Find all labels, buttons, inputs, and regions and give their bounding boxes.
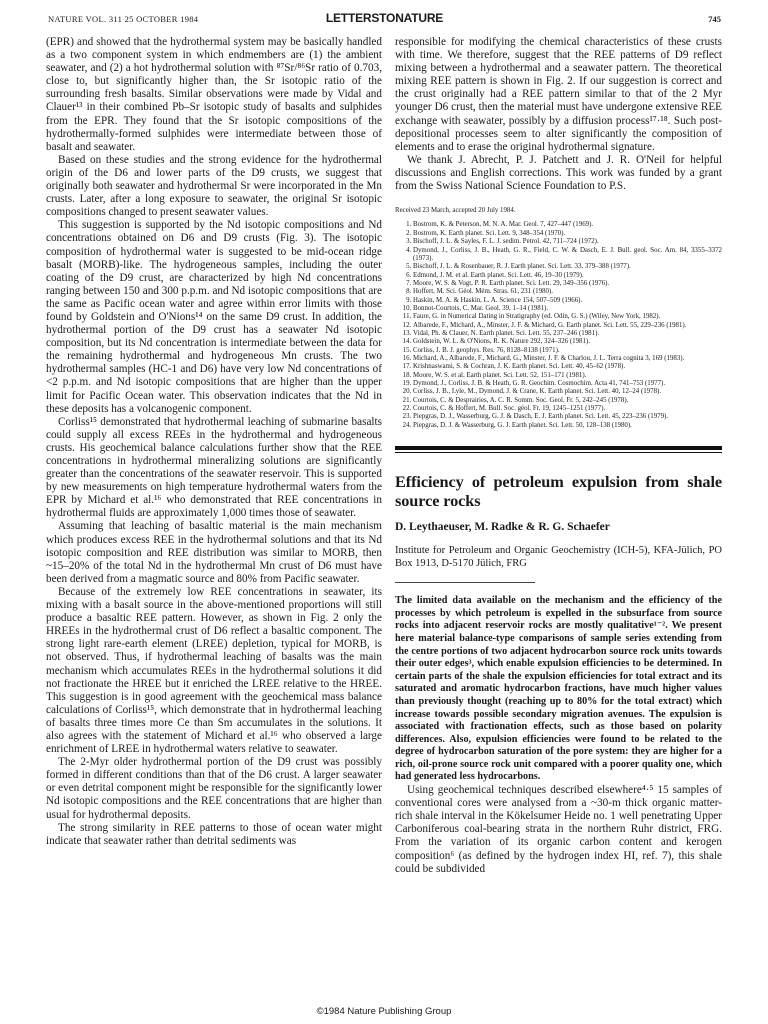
article-divider-thin	[395, 452, 722, 453]
reference-item: 8. Hoffert, M. Sci. Géol. Mém. Stras. 61, 231 (1980).	[413, 288, 722, 296]
article-abstract: The limited data available on the mechanism and the efficiency of the processes by which petroleum is expelled in the subsurface from source rocks into adjacent reservoir rocks are mostly qualitative¹⁻². We present here material balance-type comparisons of sample series extending from the centre portions of two adjacent hydrocarbon source rock units towards their outer edges³, which enable expulsion efficiencies to be determined. In certain parts of the shale the expulsion efficiencies for total extract and its saturated and aromatic hydrocarbon fractions, have much higher values than previously thought (reaching up to 80% for the total extract) which increase towards possible secondary migration avenues. The expulsion is associated with fractionation effects, such as those based on polarity differences. Also, expulsion efficiencies were found to be related to the degree of hydrocarbon saturation of the pore system: they are higher for a rich, oil-prone source rock unit compared with a poorer quality one, which had generated less hydrocarbons.	[395, 595, 722, 783]
reference-item: 1. Bostrom, K. & Peterson, M. N. A. Mar. Geol. 7, 427–447 (1969).	[413, 221, 722, 229]
article-divider-thick	[395, 446, 722, 450]
section-title	[48, 11, 721, 25]
reference-item: 6. Edmond, J. M. et al. Earth planet. Sci. Lett. 46, 19–30 (1979).	[413, 272, 722, 280]
running-header	[48, 11, 721, 28]
journal-issue: NATURE VOL. 311 25 OCTOBER 1984	[48, 14, 199, 24]
reference-item: 9. Haskin, M. A. & Haskin, L. A. Science 154, 507–509 (1966).	[413, 297, 722, 305]
reference-item: 23. Piepgras, D. J., Wasserburg, G. J. & Dasch, E. J. Earth planet. Sci. Lett. 45, 223–236 (1979).	[413, 413, 722, 421]
reference-item: 19. Dymond, J., Corliss, J. B. & Heath, G. R. Geochim. Cosmochim. Acta 41, 741–753 (1977).	[413, 380, 722, 388]
abstract-separator	[395, 582, 535, 583]
paragraph: Assuming that leaching of basaltic material is the main mechanism which produces excess REE in the hydrothermal solutions and that its Nd isotopic composition and REE distribution was similar to MORB, then ~15–20% of the total Nd in the hydrothermal Mn crust of D6 must have been derived from a magmatic source and 80% from Pacific seawater.	[46, 520, 382, 585]
reference-item: 22. Courtois, C. & Hoffert, M. Bull. Soc. géol. Fr. 19, 1245–1251 (1977).	[413, 405, 722, 413]
received-date: Received 23 March, accepted 20 July 1984.	[395, 207, 516, 215]
reference-item: 21. Courtois, C. & Desprairies, A. C. R. Somm. Soc. Geol. Fr. 5, 242–245 (1978).	[413, 397, 722, 405]
paragraph: The 2-Myr older hydrothermal portion of the D9 crust was possibly formed in different conditions than that of the D6 crust. A larger seawater or even detrital component might be responsible for the significantly lower Nd isotopic compositions and the REE concentrations that are higher than usual for hydrothermal deposits.	[46, 756, 382, 821]
reference-item: 12. Albarede, F., Michard, A., Minster, J. F. & Michard, G. Earth planet. Sci. Lett. 55, 229–236 (1981).	[413, 322, 722, 330]
article-body: Using geochemical techniques described elsewhere⁴·⁵ 15 samples of conventional cores were analysed from a ~30-m thick organic matter-rich shale interval in the Kökelsumer Heide no. 1 well penetrating Upper Carboniferous coal-bearing strata in the northern Ruhr district, FRG. From the variation of its organic carbon content and kerogen composition⁶ (as defined by the hydrogen index HI, ref. 7), this shale could be subdivided	[395, 784, 722, 875]
paragraph: Based on these studies and the strong evidence for the hydrothermal origin of the D6 and lower parts of the D9 crusts, we suggest that originally both seawater and hydrothermal Sr were incorporated in the Mn crusts. Later, after a long exposure to seawater, the original Sr isotopic compositions changed to present seawater values.	[46, 153, 382, 219]
reference-item: 5. Bischoff, J. L. & Rosenbauer, R. J. Earth planet. Sci. Lett. 33, 379–388 (1977).	[413, 263, 722, 271]
reference-item: 14. Goldstein, W. L. & O'Nions, R. K. Nature 292, 324–326 (1981).	[413, 338, 722, 346]
copyright-footer: ©1984 Nature Publishing Group	[316, 1006, 452, 1017]
paragraph: responsible for modifying the chemical characteristics of these crusts with time. We therefore, suggest that the REE patterns of D9 reflect mixing between a hydrothermal and a seawater pattern. The theoretical mixing REE pattern is shown in Fig. 2. If our suggestion is correct and the crust originally had a REE pattern similar to that of the 2 Myr younger D6 crust, then the material must have undergone extensive REE exchange with seawater, possibly by a diffusion process¹⁷·¹⁸. Such post-depositional processes seem to alter significantly the composition of elements and to erase the original hydrothermal signature.	[395, 36, 722, 153]
reference-item: 11. Faure, G. in Numerical Dating in Stratigraphy (ed. Odin, G. S.) (Wiley, New York, 1982).	[413, 313, 722, 321]
reference-item: 24. Piepgras, D. J. & Wasserburg, G. J. Earth planet. Sci. Lett. 50, 128–138 (1980).	[413, 422, 722, 430]
left-column	[46, 36, 382, 848]
reference-item: 18. Moore, W. S. et al. Earth planet. Sci. Lett. 52, 151–171 (1981).	[413, 372, 722, 380]
reference-item: 16. Michard, A., Albarede, F., Michard, G., Minster, J. F. & Charlou, J. L. Terra cognita 3, 169 (1983).	[413, 355, 722, 363]
reference-item: 13. Vidal, Ph. & Clauer, N. Earth planet. Sci. Lett. 55, 237–246 (1981).	[413, 330, 722, 338]
paragraph: Corliss¹⁵ demonstrated that hydrothermal leaching of submarine basalts could supply all excess REEs in the hydrothermal and hydrogeneous crusts. His geochemical balance calculations further show that the REE concentrations in hydrothermal mineralizing solutions are significantly greater than the concentrations of the seawater reservoir. This is supported by new measurements on high temperature hydrothermal waters from the EPR by Michard et al.¹⁶ who demonstrated that REE concentrations in hydrothermal fluids are approximately 1,000 times those of seawater.	[46, 415, 382, 520]
reference-item: 15. Corliss, J. B. J. geophys. Res. 76, 8128–8138 (1971).	[413, 347, 722, 355]
page-number: 745	[708, 14, 721, 24]
article-authors: D. Leythaeuser, M. Radke & R. G. Schaefer	[395, 521, 610, 534]
paragraph: The strong similarity in REE patterns to those of ocean water might indicate that seawater rather than detrital sediments was	[46, 821, 382, 847]
right-column	[395, 36, 722, 876]
article-title: Efficiency of petroleum expulsion from shale source rocks	[395, 472, 722, 511]
reference-item: 3. Bischoff, J. L. & Sayles, F. L. J. sedim. Petrol. 42, 711–724 (1972).	[413, 238, 722, 246]
reference-list	[395, 207, 722, 430]
reference-item: 4. Dymond, J., Corliss, J. B., Heath, G. R., Field, C. W. & Dasch, E. J. Bull. geol. Soc. Am. 84, 3355–3372 (1973).	[413, 247, 722, 264]
reference-item: 10. Bonnot-Courtois, C. Mar. Geol. 39, 1–14 (1981).	[413, 305, 722, 313]
reference-item: 7. Moore, W. S. & Vogt, P. R. Earth planet. Sci. Lett. 29, 349–356 (1976).	[413, 280, 722, 288]
reference-item: 17. Krishnaswami, S. & Cochran, J. K. Earth planet. Sci. Lett. 40, 45–62 (1978).	[413, 363, 722, 371]
acknowledgements: We thank J. Abrecht, P. J. Patchett and J. R. O'Neil for helpful discussions and English corrections. This work was funded by a grant from the Swiss National Science Foundation to P.S.	[395, 153, 722, 193]
paragraph: Because of the extremely low REE concentrations in seawater, its mixing with a basalt source in the above-mentioned proportions will still produce a basaltic REE pattern. However, as shown in Fig. 2 only the HREEs in the hydrothermal crust of D6 reflect a basaltic component. The strong light rare-earth element (LREE) depletion, typical for MORB, is not observed. Thus, if hydrothermal leaching of basalts was the main mechanism which accumulates REEs in the hydrothermal solutions it did not fractionate the HREE but it enriched the LREE relative to the HREE. This suggestion is in good agreement with the geochemical mass balance calculations of Corliss¹⁵, which demonstrate that in hydrothermal leaching of basalts three times more Ce than Sm accumulates in the solutions. It also agrees with the statement of Michard et al.¹⁶ who observed a large enrichment of LREE in hydrothermal waters relative to seawater.	[46, 585, 382, 756]
paragraph: (EPR) and showed that the hydrothermal system may be basically handled as a two component system in which endmembers are (1) the ambient seawater, and (2) a hot hydrothermal solution with ⁸⁷Sr/⁸⁶Sr ratio of 0.703, close to, but significantly higher than, the Sr isotopic ratio of the surrounding fresh basalts. Similar observations were made by Vidal and Clauer¹³ in their combined Pb–Sr isotopic study of basalts and sulphides from the EPR. They found that the Sr isotopic compositions of the hydrothermally-formed sulphides were intermediate between those of basalt and seawater.	[46, 36, 382, 153]
paragraph: This suggestion is supported by the Nd isotopic compositions and Nd concentrations obtained on D6 and D9 crusts (Fig. 3). The isotopic composition of hydrothermal water is suggested to be mid-ocean ridge basalt (MORB)-like. The hydrogeneous samples, including the outer coating of the D9 crust, are characterized by high Nd concentrations ranging between 150 and 300 p.p.m. and Nd isotopic compositions that are the same as Pacific ocean water and agree within error limits with those found by Goldstein and O'Nions¹⁴ on the same D9 crust. In addition, the hydrothermal portion of the D9 crust has a seawater Nd isotopic composition, but its Nd concentration is intermediate between the data for the remaining hydrothermal and hydrogeneous Mn crusts. The two hydrothermal samples (HC-1 and D6) have very low Nd concentrations of <2 p.p.m. and Nd isotopic compositions that are higher than the upper limit for Pacific Ocean water. This observation indicates that the Nd in these deposits has a volcanogenic component.	[46, 219, 382, 415]
reference-item: 2. Bostrom, K. Earth planet. Sci. Lett. 9, 348–354 (1970).	[413, 230, 722, 238]
article-affiliation: Institute for Petroleum and Organic Geochemistry (ICH-5), KFA-Jülich, PO Box 1913, D-5170 Jülich, FRG	[395, 545, 722, 570]
reference-item: 20. Corliss, J. B., Lyle, M., Dymond, J. & Crane, K. Earth planet. Sci. Lett. 40, 12–24 (1978).	[413, 388, 722, 396]
section-title-text: LETTERSTONATURE	[323, 11, 446, 25]
